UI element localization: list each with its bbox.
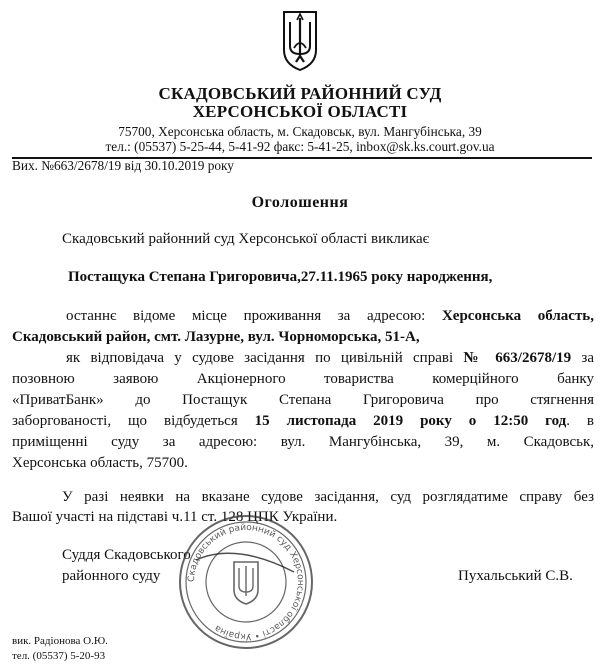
venue-line2: Херсонська область, 75700. — [12, 455, 188, 471]
residence-prefix: останнє відоме місце проживання за адресою: — [66, 308, 426, 324]
court-name-line1: СКАДОВСЬКИЙ РАЙОННИЙ СУД — [158, 84, 442, 103]
venue-line1: приміщенні суду за адресою: вул. Мангубінська, 39, м. Скадовськ, — [12, 434, 594, 450]
seal-text: Скадовський районний суд Херсонської області • Україна — [186, 522, 306, 642]
residence-line1 — [66, 307, 594, 326]
judge-position-line2: районного суду — [62, 568, 161, 584]
outgoing-number: Вих. №663/2678/19 від 30.10.2019 року — [12, 158, 234, 173]
judge-position-line1: Суддя Скадовського — [62, 547, 191, 563]
claim-line3 — [12, 412, 594, 431]
residence-line2: Скадовський район, смт. Лазурне, вул. Чорноморська, 51-А, — [12, 329, 420, 345]
court-contacts: тел.: (05537) 5-25-44, 5-41-92 факс: 5-41-25, inbox@sk.ks.court.gov.ua — [105, 139, 495, 154]
coat-of-arms-icon — [280, 8, 320, 72]
warning-line2: Вашої участі на підставі ч.11 ст. 128 ЦПК України. — [12, 509, 338, 525]
case-number: № 663/2678/19 — [463, 350, 572, 366]
hearing-datetime: 15 листопада 2019 року о 12:50 год — [254, 413, 567, 429]
intro-line: Скадовський районний суд Херсонської області викликає — [62, 231, 430, 247]
defendant-name: Постащука Степана Григоровича,27.11.1965 року народження, — [68, 269, 493, 285]
court-seal-stamp — [176, 512, 316, 652]
judge-name: Пухальський С.В. — [458, 568, 573, 584]
role-line — [66, 349, 594, 368]
warning-line1: У разі неявки на вказане судове засідання, суд розглядатиме справу без — [62, 489, 594, 505]
claim-line3-prefix: заборгованості, що відбудеться — [12, 413, 238, 429]
role-suffix: за — [581, 350, 594, 366]
residence-region: Херсонська область, — [441, 308, 594, 324]
claim-line3-suffix: . в — [566, 413, 595, 429]
document-title: Оголошення — [251, 194, 349, 211]
claim-line1: позовною заявою Акціонерного товариства комерційного банку — [12, 371, 594, 387]
role-prefix: як відповідача у судове засідання по цивільній справі — [66, 350, 454, 366]
seal-trident-icon — [234, 562, 258, 604]
claim-line2: «ПриватБанк» до Постащук Степана Григоровича про стягнення — [12, 392, 594, 408]
executor: вик. Радіонова О.Ю. — [12, 635, 108, 647]
court-name-line2: ХЕРСОНСЬКОЇ ОБЛАСТІ — [192, 102, 408, 121]
court-address: 75700, Херсонська область, м. Скадовськ, вул. Мангубінська, 39 — [118, 124, 482, 139]
executor-phone: тел. (05537) 5-20-93 — [12, 650, 106, 662]
